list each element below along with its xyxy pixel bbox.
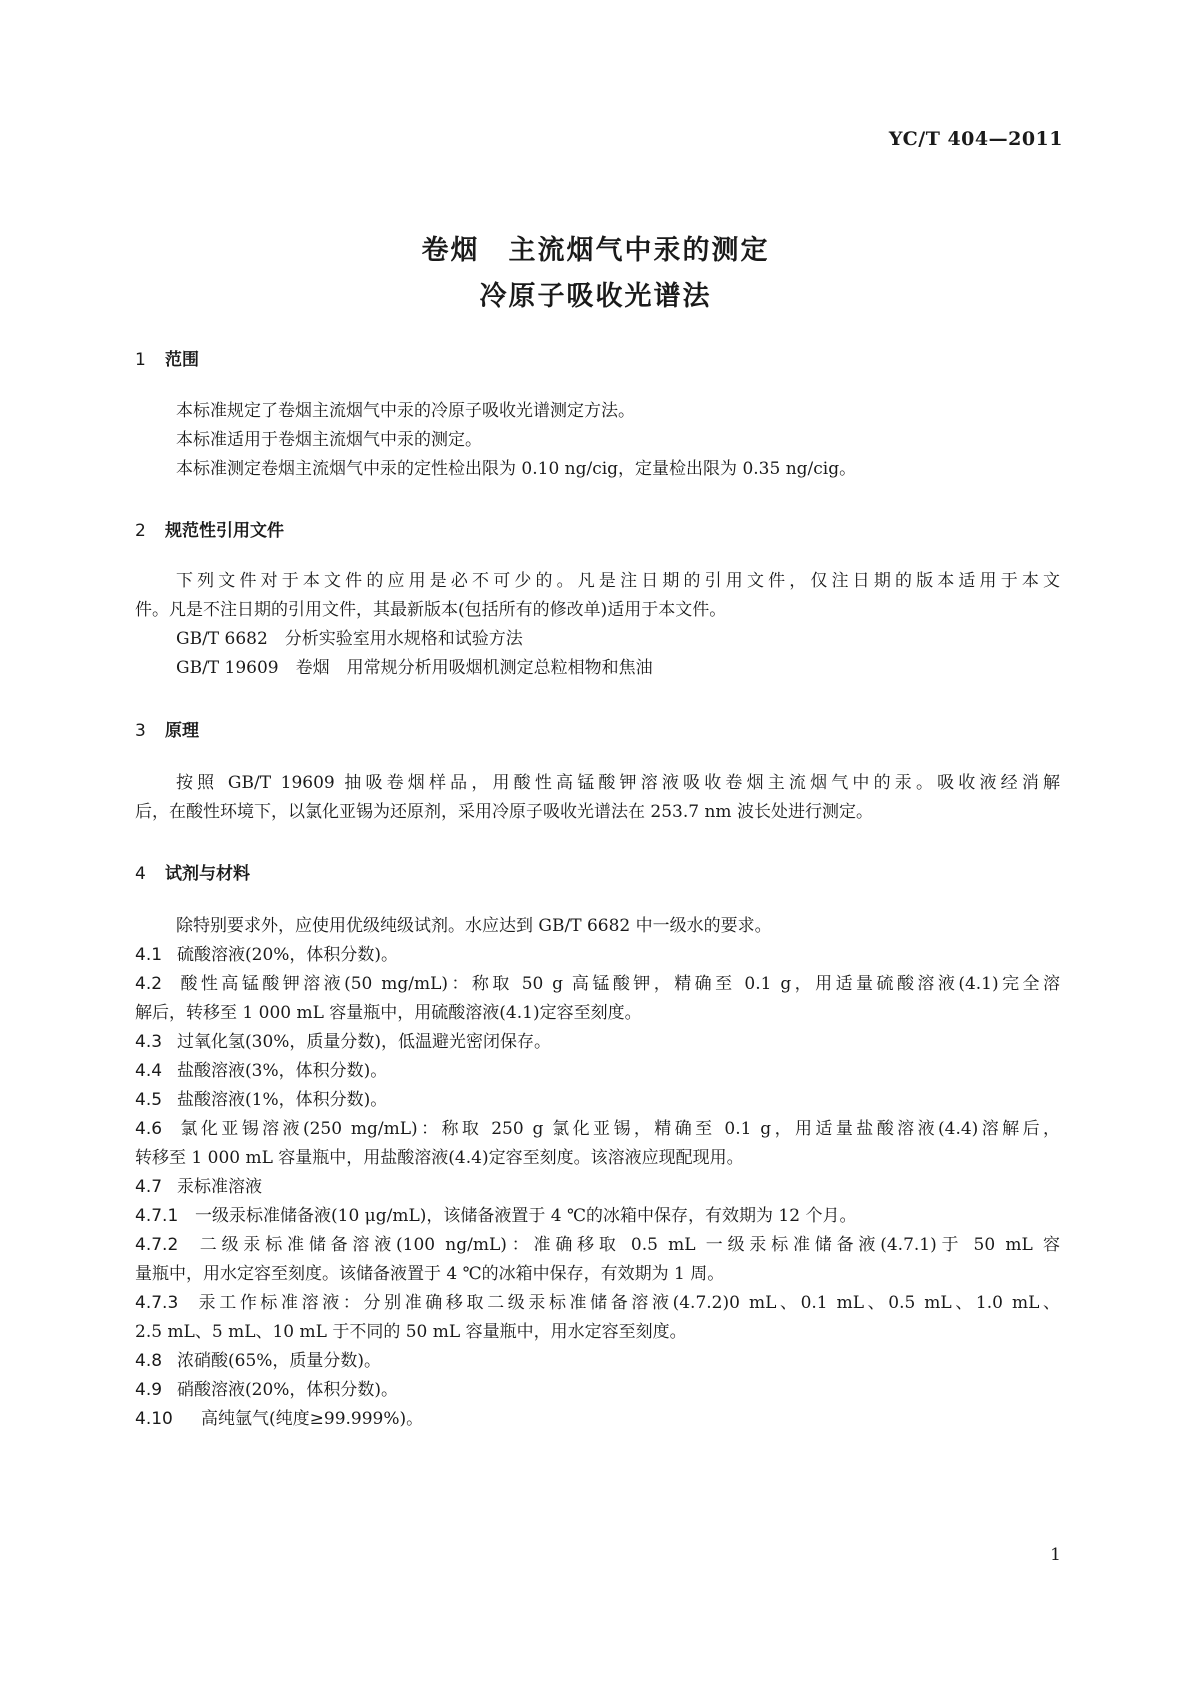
section-number: 2 xyxy=(135,521,146,541)
document-title: 卷烟 主流烟气中汞的测定 xyxy=(421,235,770,266)
item-text: 汞工作标准溶液：分别准确移取二级汞标准储备溶液(4.7.2)0 mL、0.1 mL、0.5 mL、1.0 mL、 xyxy=(195,1293,1060,1313)
item-number: 4.2 xyxy=(135,974,163,994)
item-number: 4.4 xyxy=(135,1061,163,1081)
item-number: 4.8 xyxy=(135,1351,163,1371)
list-item xyxy=(135,1117,1060,1141)
paragraph: 按照 GB/T 19609 抽吸卷烟样品，用酸性高锰酸钾溶液吸收卷烟主流烟气中的汞。吸收液经消解 xyxy=(176,773,1060,793)
list-item xyxy=(135,1349,1060,1373)
list-item xyxy=(135,1378,1060,1402)
item-text: 高纯氩气(纯度≥99.999%)。 xyxy=(201,1409,424,1429)
paragraph: 下列文件对于本文件的应用是必不可少的。凡是注日期的引用文件，仅注日期的版本适用于本文 xyxy=(176,571,1060,591)
list-item xyxy=(135,943,1060,967)
paragraph: 本标准适用于卷烟主流烟气中汞的测定。 xyxy=(176,430,482,450)
list-item xyxy=(135,1204,1060,1228)
list-item xyxy=(135,1407,1060,1431)
item-text: 盐酸溶液(1%，体积分数)。 xyxy=(177,1090,388,1110)
item-number: 4.6 xyxy=(135,1119,163,1139)
section-title: 试剂与材料 xyxy=(165,864,250,884)
item-number: 4.3 xyxy=(135,1032,163,1052)
section-number: 1 xyxy=(135,350,146,370)
item-text: 氯化亚锡溶液(250 mg/mL)：称取 250 g 氯化亚锡，精确至 0.1 g，用适量盐酸溶液(4.4)溶解后， xyxy=(177,1119,1060,1139)
list-item xyxy=(135,1291,1060,1315)
item-text: 二级汞标准储备溶液(100 ng/mL)：准确移取 0.5 mL 一级汞标准储备液(4.7.1)于 50 mL 容 xyxy=(195,1235,1060,1255)
item-number: 4.9 xyxy=(135,1380,163,1400)
list-item-continuation: 转移至 1 000 mL 容量瓶中，用盐酸溶液(4.4)定容至刻度。该溶液应现配现用。 xyxy=(135,1148,744,1168)
item-text: 硝酸溶液(20%，体积分数)。 xyxy=(177,1380,399,1400)
item-number: 4.7.2 xyxy=(135,1235,179,1255)
list-item xyxy=(135,1233,1060,1257)
paragraph: 后，在酸性环境下，以氯化亚锡为还原剂，采用冷原子吸收光谱法在 253.7 nm 波长处进行测定。 xyxy=(135,802,873,822)
item-number: 4.7.1 xyxy=(135,1206,179,1226)
list-item xyxy=(135,1175,1060,1199)
list-item xyxy=(135,1088,1060,1112)
list-item xyxy=(135,972,1060,996)
section-heading-2 xyxy=(135,516,284,541)
section-heading-1 xyxy=(135,345,199,370)
reference-item: GB/T 19609 卷烟 用常规分析用吸烟机测定总粒相物和焦油 xyxy=(176,658,653,678)
section-title: 范围 xyxy=(165,350,199,370)
item-number: 4.5 xyxy=(135,1090,163,1110)
section-number: 4 xyxy=(135,864,146,884)
item-number: 4.10 xyxy=(135,1409,173,1429)
standard-number: YC/T 404—2011 xyxy=(888,128,1063,150)
section-heading-3 xyxy=(135,716,199,741)
item-number: 4.7.3 xyxy=(135,1293,179,1313)
item-number: 4.1 xyxy=(135,945,163,965)
item-text: 硫酸溶液(20%，体积分数)。 xyxy=(177,945,399,965)
item-text: 一级汞标准储备液(10 μg/mL)，该储备液置于 4 ℃的冰箱中保存，有效期为 12 个月。 xyxy=(195,1206,857,1226)
page-number: 1 xyxy=(1050,1545,1061,1565)
item-number: 4.7 xyxy=(135,1177,163,1197)
list-item-continuation: 量瓶中，用水定容至刻度。该储备液置于 4 ℃的冰箱中保存，有效期为 1 周。 xyxy=(135,1264,725,1284)
list-item-continuation: 2.5 mL、5 mL、10 mL 于不同的 50 mL 容量瓶中，用水定容至刻度。 xyxy=(135,1322,687,1342)
paragraph: 件。凡是不注日期的引用文件，其最新版本(包括所有的修改单)适用于本文件。 xyxy=(135,600,727,620)
item-text: 酸性高锰酸钾溶液(50 mg/mL)：称取 50 g 高锰酸钾，精确至 0.1 g，用适量硫酸溶液(4.1)完全溶 xyxy=(177,974,1060,994)
paragraph: 除特别要求外，应使用优级纯级试剂。水应达到 GB/T 6682 中一级水的要求。 xyxy=(176,916,772,936)
reference-item: GB/T 6682 分析实验室用水规格和试验方法 xyxy=(176,629,523,649)
list-item xyxy=(135,1030,1060,1054)
list-item xyxy=(135,1059,1060,1083)
section-number: 3 xyxy=(135,721,146,741)
item-text: 汞标准溶液 xyxy=(177,1177,262,1197)
section-heading-4 xyxy=(135,859,250,884)
section-title: 原理 xyxy=(165,721,199,741)
item-text: 盐酸溶液(3%，体积分数)。 xyxy=(177,1061,388,1081)
item-text: 浓硝酸(65%，质量分数)。 xyxy=(177,1351,382,1371)
paragraph: 本标准规定了卷烟主流烟气中汞的冷原子吸收光谱测定方法。 xyxy=(176,401,635,421)
section-title: 规范性引用文件 xyxy=(165,521,284,541)
paragraph: 本标准测定卷烟主流烟气中汞的定性检出限为 0.10 ng/cig，定量检出限为 0.35 ng/cig。 xyxy=(176,459,857,479)
document-subtitle: 冷原子吸收光谱法 xyxy=(479,281,712,312)
list-item-continuation: 解后，转移至 1 000 mL 容量瓶中，用硫酸溶液(4.1)定容至刻度。 xyxy=(135,1003,642,1023)
item-text: 过氧化氢(30%，质量分数)，低温避光密闭保存。 xyxy=(177,1032,552,1052)
